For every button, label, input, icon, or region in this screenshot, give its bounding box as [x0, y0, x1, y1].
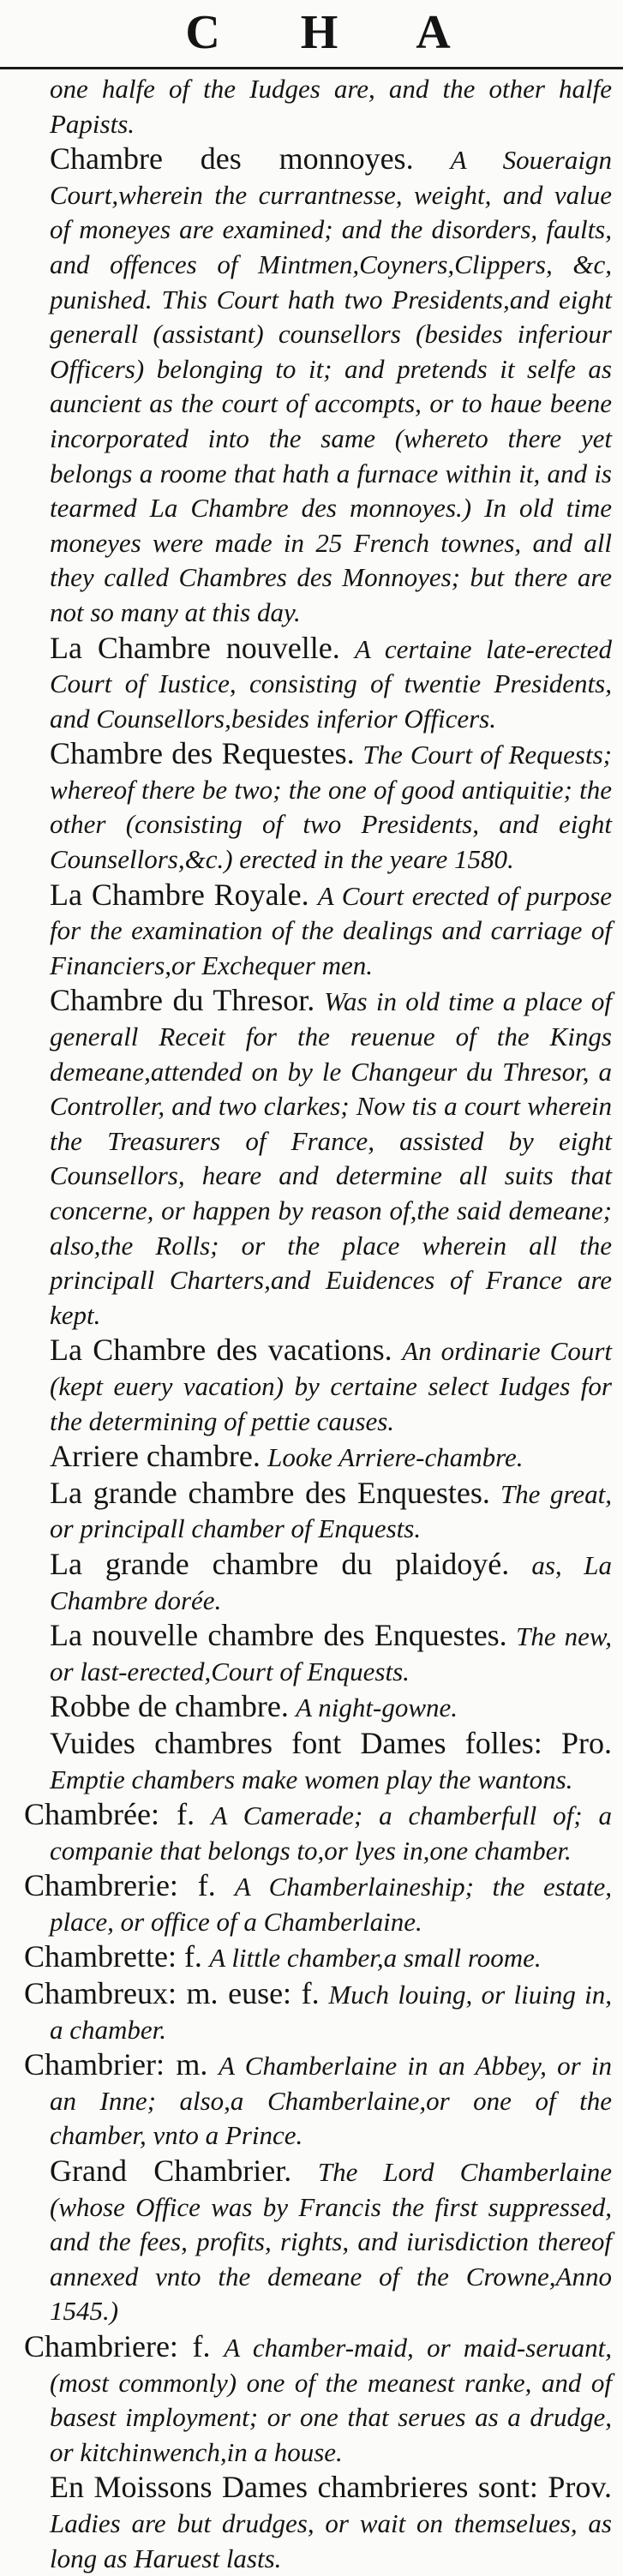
entry-definition: A chamber-maid, or maid-seruant, (most commonly) one of the meanest ranke, and of basest imployment; or one that serues as a drudge, or kitchinwench,in a house. — [50, 2333, 613, 2467]
dictionary-entry — [24, 1547, 612, 1618]
entry-headword: La Chambre des vacations. — [50, 1333, 392, 1368]
entry-definition: An ordinarie Court (kept euery vacation) by certaine select Iudges for the determining of pettie causes. — [50, 1336, 612, 1436]
dictionary-entry — [24, 1439, 612, 1476]
dictionary-entry — [24, 1797, 612, 1868]
dictionary-entry — [24, 2470, 612, 2576]
entry-headword: Chambriere: f. — [24, 2329, 211, 2363]
dictionary-entry — [24, 1976, 612, 2047]
entry-headword: La Chambre Royale. — [50, 877, 309, 912]
dictionary-entry — [24, 2329, 612, 2470]
entry-headword: La nouvelle chambre des Enquestes. — [50, 1618, 507, 1653]
entry-headword: Chambrette: f. — [24, 1939, 202, 1974]
entry-definition: one halfe of the Iudges are, and the other halfe Papists. — [50, 74, 612, 139]
entry-definition: The great, or principall chamber of Enquests. — [50, 1478, 612, 1544]
entry-headword: La grande chambre du plaidoyé. — [50, 1546, 510, 1581]
entry-definition: A Court erected of purpose for the examination of the dealings and carriage of Financiers,or Exchequer men. — [50, 880, 613, 980]
entry-headword: Chambreux: m. euse: f. — [24, 1976, 320, 2011]
entry-definition: A Soueraign Court,wherein the currantnesse, weight, and value of moneyes are examined; and the disorders, faults, and offences of Mintmen,Coyners,Clippers, &c, punished. This Court hath two Presidents,and eight generall (assistant) counsellors (besides inferiour Officers) belonging to it; and pretends it selfe as auncient as the court of accompts, or to haue beene incorporated into the same (whereto there yet belongs a roome that hath a furnace within it, and is tearmed La Chambre des monnoyes.) In old time moneyes were made in 25 French townes, and all they called Chambres des Monnoyes; but there are not so many at this day. — [50, 145, 612, 627]
entry-definition: The new, or last-erected,Court of Enquests. — [50, 1621, 613, 1686]
dictionary-entry — [24, 2154, 612, 2329]
entry-definition: Was in old time a place of generall Receit for the reuenue of the Kings demeane,attended on by le Changeur du Thresor, a Controller, and two clarkes; Now tis a court wherein the Treasurers of France, assisted by eight Counsellors, heare and determine all suits that concerne, or happen by reason of,the said demeane; also,the Rolls; or the place wherein all the principall Charters,and Euidences of France are kept. — [50, 986, 612, 1330]
dictionary-entry — [24, 1868, 612, 1939]
entry-definition: A Camerade; a chamberfull of; a companie that belongs to,or lyes in,one chamber. — [50, 1800, 613, 1866]
entry-headword: Vuides chambres font Dames folles: Pro. — [50, 1725, 612, 1760]
entry-headword: Chambre du Thresor. — [50, 983, 315, 1018]
entry-headword: Chambrier: m. — [24, 2047, 208, 2082]
entry-definition: Emptie chambers make women play the wantons. — [50, 1764, 573, 1794]
dictionary-entry — [24, 736, 612, 877]
entry-headword: Chambrée: f. — [24, 1797, 195, 1832]
page-header: C H A — [185, 6, 485, 59]
dictionary-entry — [24, 983, 612, 1333]
entry-definition: as, La Chambre dorée. — [50, 1549, 612, 1615]
entry-headword: La grande chambre des Enquestes. — [50, 1475, 490, 1510]
dictionary-entry — [24, 1333, 612, 1439]
entry-definition: Looke Arriere-chambre. — [267, 1442, 524, 1473]
entry-definition: A Chamberlaineship; the estate, place, or office of a Chamberlaine. — [50, 1872, 612, 1937]
entry-headword: Chambre des Requestes. — [50, 736, 355, 771]
entry-definition: A certaine late-erected Court of Iustice, consisting of twentie Presidents, and Counsellors,besides inferior Officers. — [50, 633, 612, 734]
dictionary-entry — [24, 1939, 612, 1976]
entry-definition: A night-gowne. — [296, 1692, 458, 1723]
dictionary-entry — [24, 878, 612, 984]
entry-headword: Chambrerie: f. — [24, 1868, 216, 1903]
entry-definition: A little chamber,a small roome. — [209, 1943, 542, 1974]
entry-headword: Arriere chambre. — [50, 1439, 261, 1474]
dictionary-entry — [24, 1618, 612, 1689]
entry-definition: Ladies are but drudges, or wait on themselues, as long as Haruest lasts. — [50, 2507, 612, 2573]
entry-headword: En Moissons Dames chambrieres sont: Prov. — [50, 2470, 612, 2505]
dictionary-entry — [24, 72, 612, 141]
entry-definition: The Lord Chamberlaine (whose Office was by Francis the first suppressed, and the fees, profits, rights, and iurisdiction thereof annexed vnto the demeane of the Crowne,Anno 1545.) — [50, 2157, 612, 2327]
dictionary-entry — [24, 1476, 612, 1547]
entry-headword: La Chambre nouvelle. — [50, 630, 340, 665]
entry-definition: The Court of Requests; whereof there be two; the one of good antiquitie; the other (consisting of two Presidents, and eight Counsellors,&c.) erected in the yeare 1580. — [50, 740, 612, 875]
dictionary-entry — [24, 631, 612, 737]
entry-definition: Much louing, or liuing in, a chamber. — [50, 1980, 612, 2045]
dictionary-entry — [24, 141, 612, 630]
entry-list — [24, 69, 612, 2576]
dictionary-entry — [24, 2047, 612, 2154]
entry-definition: A Chamberlaine in an Abbey, or in an Inne; also,a Chamberlaine,or one of the chamber, vnto a Prince. — [50, 2051, 613, 2151]
entry-headword: Grand Chambrier. — [50, 2154, 292, 2189]
dictionary-entry — [24, 1689, 612, 1726]
dictionary-entry — [24, 1726, 612, 1797]
entry-headword: Chambre des monnoyes. — [50, 141, 414, 177]
entry-headword: Robbe de chambre. — [50, 1689, 289, 1724]
